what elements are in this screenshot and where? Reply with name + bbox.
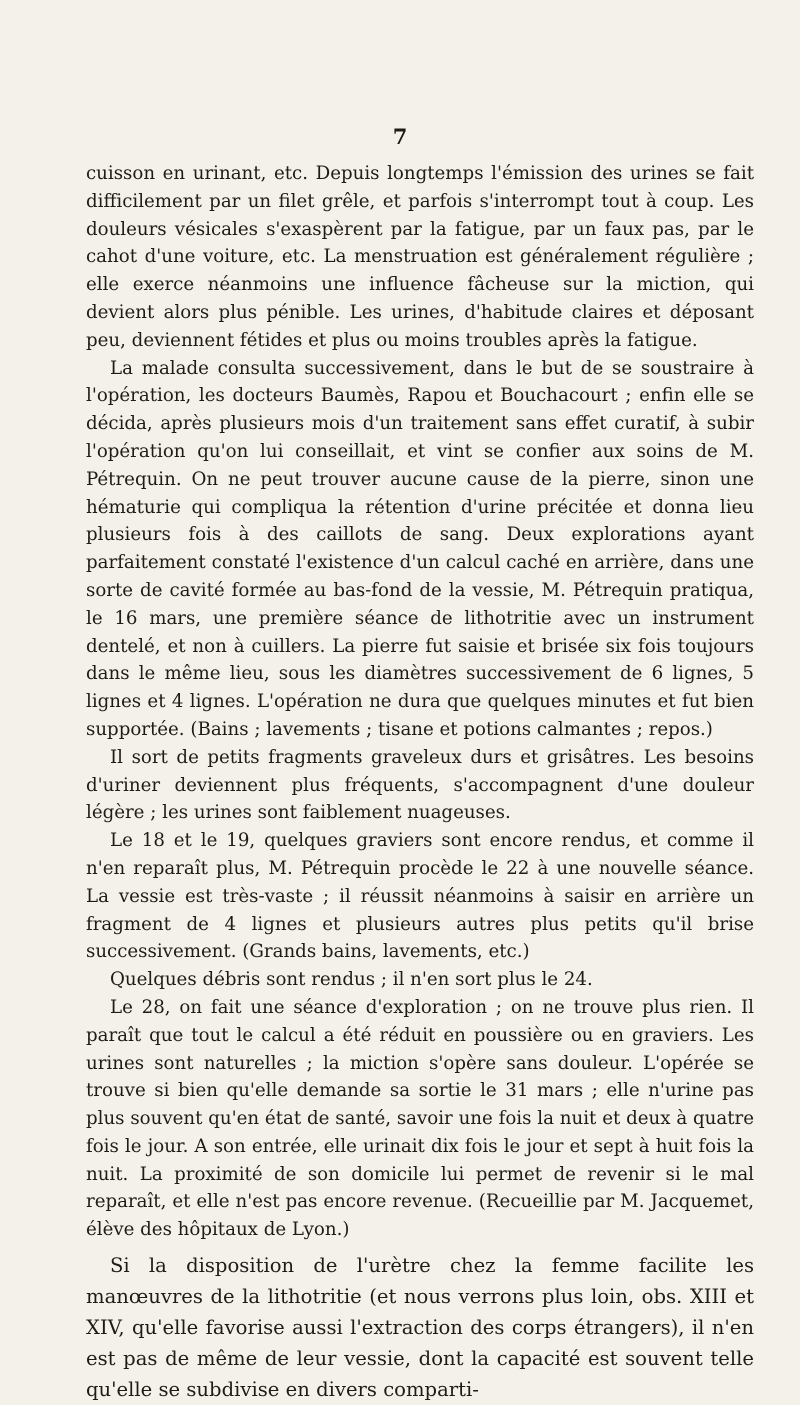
paragraph-7: Si la disposition de l'urètre chez la femme facilite les manœuvres de la lithotritie (et nous verrons plus loin, obs. XIII et XIV, qu'elle favorise aussi l'extraction des corps étrangers), il n'en est pas de même de leur vessie, dont la capacité est souvent telle qu'elle se subdivise en divers comparti-: [86, 1254, 754, 1402]
paragraph-4: Le 18 et le 19, quelques graviers sont encore rendus, et comme il n'en reparaît plus, M. Pétrequin procède le 22 à une nouvelle séance. La vessie est très-vaste ; il réussit néanmoins à saisir en arrière un fragment de 4 lignes et plusieurs autres plus petits qu'il brise successivement. (Grands bains, lavements, etc.): [86, 830, 754, 963]
paragraph-2: La malade consulta successivement, dans le but de se soustraire à l'opération, les docteurs Baumès, Rapou et Bouchacourt ; enfin elle se décida, après plusieurs mois d'un traitement sans effet curatif, à subir l'opération qu'on lui conseillait, et vint se confier aux soins de M. Pétrequin. On ne peut trouver aucune cause de la pierre, sinon une hématurie qui compliqua la rétention d'urine précitée et donna lieu plusieurs fois à des caillots de sang. Deux explorations ayant parfaitement constaté l'existence d'un calcul caché en arrière, dans une sorte de cavité formée au bas-fond de la vessie, M. Pétrequin pratiqua, le 16 mars, une première séance de lithotritie avec un instrument dentelé, et non à cuillers. La pierre fut saisie et brisée six fois toujours dans le même lieu, sous les diamètres successivement de 6 lignes, 5 lignes et 4 lignes. L'opération ne dura que quelques minutes et fut bien supportée. (Bains ; lavements ; tisane et potions calmantes ; repos.): [86, 357, 754, 740]
paragraph-1: cuisson en urinant, etc. Depuis longtemps l'émission des urines se fait difficilement par un filet grêle, et parfois s'interrompt tout à coup. Les douleurs vésicales s'exaspèrent par la fatigue, par un faux pas, par le cahot d'une voiture, etc. La menstruation est généralement régulière ; elle exerce néanmoins une influence fâcheuse sur la miction, qui devient alors plus pénible. Les urines, d'habitude claires et déposant peu, deviennent fétides et plus ou moins troubles après la fatigue.: [86, 163, 754, 351]
page-number: 7: [392, 124, 408, 149]
paragraph-6: Le 28, on fait une séance d'exploration ; on ne trouve plus rien. Il paraît que tout le calcul a été réduit en poussière ou en graviers. Les urines sont naturelles ; la miction s'opère sans douleur. L'opérée se trouve si bien qu'elle demande sa sortie le 31 mars ; elle n'urine pas plus souvent qu'en état de santé, savoir une fois la nuit et deux à quatre fois le jour. A son entrée, elle urinait dix fois le jour et sept à huit fois la nuit. La proximité de son domicile lui permet de revenir si le mal reparaît, et elle n'est pas encore revenue. (Recueillie par M. Jacquemet, élève des hôpitaux de Lyon.): [86, 996, 754, 1241]
body-text: [86, 160, 754, 1405]
paragraph-5: Quelques débris sont rendus ; il n'en sort plus le 24.: [110, 969, 593, 991]
paragraph-3: Il sort de petits fragments graveleux durs et grisâtres. Les besoins d'uriner deviennent plus fréquents, s'accompagnent d'une douleur légère ; les urines sont faiblement nuageuses.: [86, 746, 754, 824]
